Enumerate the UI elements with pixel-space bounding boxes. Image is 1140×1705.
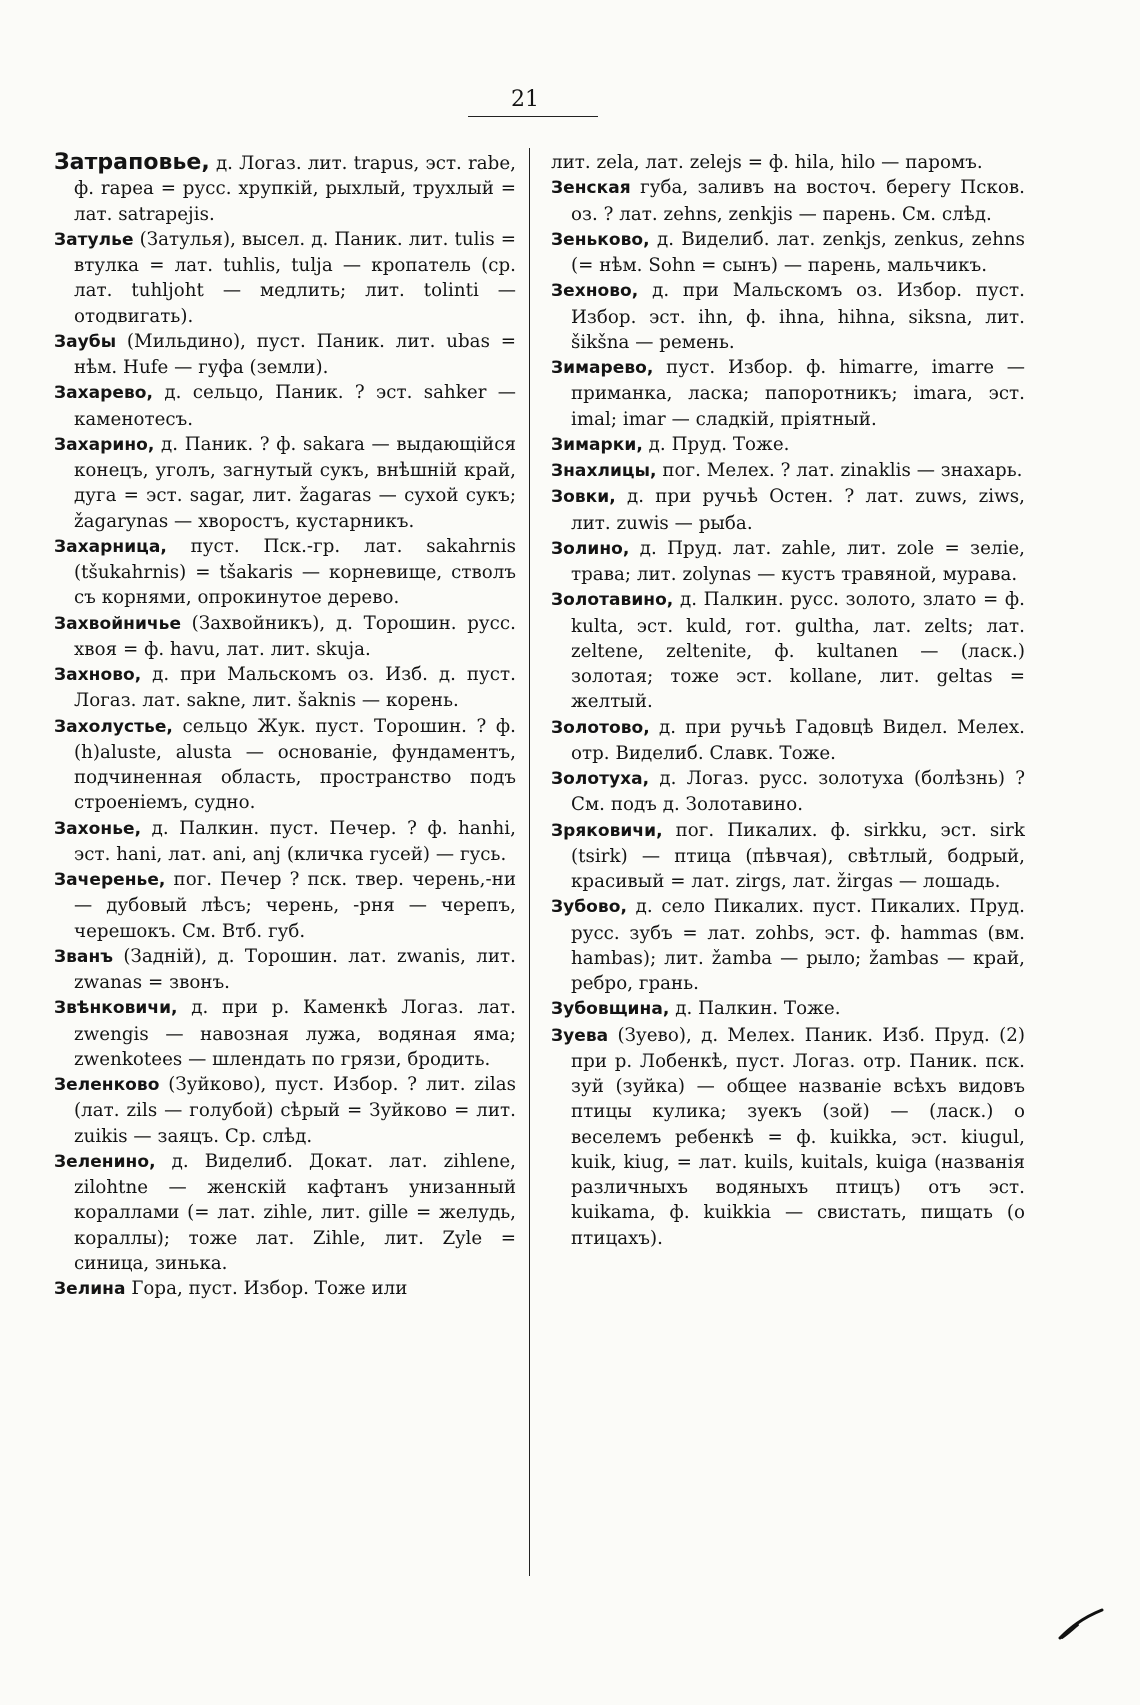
entry-text: (Зуево), д. Мелех. Паник. Изб. Пруд. (2) при р. Лобенкѣ, пуст. Логаз. отр. Паник. пск. зуй (зуйка) — общее названіе всѣхъ видовъ птицы кулика; зуекъ (зой) — (ласк.) о веселемъ ребенкѣ = ф. kuikka, эст. kiugul, kuik, kiug, = лат. kuils, kuitals, kuiga (названія различныхъ водяныхъ птицъ) отъ эст. kuikama, ф. kuikkia — свистать, пищать (о птицахъ). <box>571 1024 1025 1249</box>
dictionary-entry <box>551 227 1025 279</box>
entry-headword: Зехново, <box>551 281 639 302</box>
dictionary-entry <box>54 944 516 996</box>
dictionary-entry <box>54 611 516 663</box>
entry-headword: Зубовщина, <box>551 999 670 1020</box>
dictionary-entry <box>54 867 516 944</box>
right-column <box>551 150 1025 1251</box>
entry-headword: Золотуха, <box>551 769 650 789</box>
entry-headword: Знахлицы, <box>551 461 657 481</box>
dictionary-entry <box>551 818 1025 895</box>
entry-headword: Захонье, <box>54 818 142 839</box>
entry-headword: Зимарки, <box>551 434 643 455</box>
entry-text: лит. zela, лат. zelejs = ф. hila, hilo — паромъ. <box>551 152 983 173</box>
entry-headword: Затулье <box>54 229 134 250</box>
entry-text: (Зуйково), пуст. Избор. ? лит. zilas (лат. zils — голубой) сѣрый = Зуйково = лит. zuikis — заяцъ. Ср. слѣд. <box>74 1074 516 1147</box>
entry-headword: Заубы <box>54 331 117 352</box>
entry-headword: Захарница, <box>54 536 167 557</box>
entry-text: д. при ручьѣ Остен. ? лат. zuws, ziws, лит. zuwis — рыба. <box>571 486 1025 534</box>
dictionary-entry <box>54 1276 516 1302</box>
dictionary-entry <box>551 766 1025 818</box>
dictionary-entry <box>54 816 516 868</box>
entry-text: пуст. Пск.-гр. лат. sakahrnis (tšukahrnis) = tšakaris — корневище, стволъ съ корнями, опрокинутое дерево. <box>74 535 516 609</box>
entry-text: д. Палкин. русс. золото, злато = ф. kulta, эст. kuld, гот. gultha, лат. zelts; лат. zeltene, zeltenite, ф. kultanen — (ласк.) золотая; тоже эст. kollane, лит. geltas = желтый. <box>571 589 1025 713</box>
entry-text: пуст. Избор. ф. himarre, imarre — приманка, ласка; папоротникъ; imara, эст. imal; imar — сладкій, пріятный. <box>571 357 1025 430</box>
entry-headword: Зеньково, <box>551 229 650 250</box>
entry-headword: Золино, <box>551 538 630 559</box>
entry-headword: Зовки, <box>551 487 616 508</box>
column-divider <box>529 148 530 1576</box>
entry-text: губа, заливъ на восточ. берегу Псков. оз. ? лат. zehns, zenkjis — парень. См. слѣд. <box>571 177 1025 225</box>
pencil-mark-icon <box>1058 1608 1104 1640</box>
entry-headword: Зеленково <box>54 1075 160 1095</box>
dictionary-entry <box>54 227 516 329</box>
entry-headword: Зряковичи, <box>551 820 663 841</box>
dictionary-entry <box>551 996 1025 1022</box>
entry-headword: Захолустье, <box>54 716 173 737</box>
entry-headword: Зенская <box>551 178 631 199</box>
entry-text: д. Логаз. русс. золотуха (болѣзнь) ? См. подъ д. Золотавино. <box>571 768 1025 816</box>
entry-text: пог. Печер ? пск. твер. черень,-ни — дубовый лѣсъ; черень, -рня — черепъ, черешокъ. См. Втб. губ. <box>74 869 516 942</box>
entry-text: д. Паник. ? ф. sakara — выдающійся конецъ, уголъ, загнутый сукъ, внѣшній край, дуга = эст. sagar, лит. žagaras — сухой сукъ; žagarynas — хворостъ, кустарникъ. <box>74 433 516 532</box>
entry-headword: Затраповье, <box>54 150 210 175</box>
entry-headword: Звѣнковичи, <box>54 998 178 1019</box>
dictionary-entry <box>551 355 1025 432</box>
entry-text: (Задній), д. Торошин. лат. zwanis, лит. zwanas = звонъ. <box>74 945 516 993</box>
page-number: 21 <box>511 87 539 112</box>
entry-text: д. Логаз. лит. trapus, эст. rabe, ф. rapea = русс. хрупкій, рыхлый, трухлый = лат. satrapejis. <box>74 153 516 225</box>
dictionary-entry <box>551 894 1025 996</box>
entry-headword: Захвойничье <box>54 613 182 634</box>
entry-text: д. при р. Каменкѣ Логаз. лат. zwengis — навозная лужа, водяная яма; zwenkotees — шлендать по грязи, бродить. <box>74 997 516 1070</box>
entry-text: сельцо Жук. пуст. Торошин. ? ф. (h)aluste, alusta — основаніе, фундаментъ, подчиненная область, пространство подъ строеніемъ, судно. <box>74 715 516 814</box>
dictionary-entry <box>54 1149 516 1276</box>
entry-headword: Зимарево, <box>551 358 654 378</box>
dictionary-entry <box>54 380 516 432</box>
dictionary-entry <box>54 432 516 534</box>
entry-headword: Золотавино, <box>551 590 674 611</box>
entry-headword: Зелина <box>54 1279 126 1299</box>
entry-text: д. Палкин. пуст. Печер. ? ф. hanhi, эст. hani, лат. ani, anj (кличка гусей) — гусь. <box>74 817 516 865</box>
entry-text: д. Виделиб. Докат. лат. zihlene, zilohtne — женскій кафтанъ унизанный кораллами (= лат. zihle, лит. gille = желудь, кораллы); тоже лат. Zihle, лит. Zyle = синица, зинька. <box>74 1150 516 1274</box>
entry-headword: Захново, <box>54 665 142 685</box>
dictionary-entry <box>54 662 516 714</box>
dictionary-entry <box>551 175 1025 227</box>
entry-text: пог. Пикалих. ф. sirkku, эст. sirk (tsirk) — птица (пѣвчая), свѣтлый, бодрый, красивый = лат. zirgs, лат. žirgas — лошадь. <box>571 819 1025 892</box>
entry-text: д. село Пикалих. пуст. Пикалих. Пруд. русс. зубъ = лат. zohbs, эст. ф. hammas (вм. hambas); лит. žamba — рыло; žambas — край, ребро, грань. <box>571 896 1025 994</box>
dictionary-entry <box>551 458 1025 484</box>
entry-text: д. Палкин. Тоже. <box>669 998 841 1020</box>
entry-headword: Зубово, <box>551 897 627 918</box>
dictionary-entry <box>54 534 516 611</box>
entry-text: д. сельцо, Паник. ? эст. sahker — каменотесъ. <box>74 382 516 430</box>
dictionary-entry <box>54 1072 516 1149</box>
dictionary-entry <box>551 432 1025 458</box>
entry-headword: Зуева <box>551 1025 609 1046</box>
entry-text: д. при Мальскомъ оз. Изб. д. пуст. Логаз. лат. sakne, лит. šaknis — корень. <box>74 664 516 712</box>
entry-headword: Золотово, <box>551 717 650 738</box>
dictionary-entry <box>551 536 1025 588</box>
dictionary-entry <box>54 995 516 1072</box>
dictionary-entry <box>551 278 1025 355</box>
entry-text: (Мильдино), пуст. Паник. лит. ubas = нѣм. Hufe — гуфа (земли). <box>74 330 516 378</box>
entry-headword: Зеленино, <box>54 1151 156 1172</box>
entry-text: д. Виделиб. лат. zenkjs, zenkus, zehns (= нѣм. Sohn = сынъ) — парень, мальчикъ. <box>571 228 1025 276</box>
dictionary-entry <box>551 150 1025 175</box>
dictionary-entry <box>551 1023 1025 1251</box>
entry-text: д. Пруд. лат. zahle, лит. zole = зеліе, трава; лит. zolynas — кустъ травяной, мурава. <box>571 537 1025 585</box>
entry-text: пог. Мелех. ? лат. zinaklis — знахарь. <box>656 460 1023 481</box>
entry-headword: Захарино, <box>54 434 155 455</box>
dictionary-entry <box>54 329 516 381</box>
left-column <box>54 150 516 1302</box>
entry-text: (Захвойникъ), д. Торошин. русс. хвоя = ф. havu, лат. лит. skuja. <box>74 612 516 660</box>
entry-text: д. Пруд. Тоже. <box>642 433 790 455</box>
entry-text: Гора, пуст. Избор. Тоже или <box>125 1278 408 1299</box>
entry-headword: Званъ <box>54 946 114 967</box>
dictionary-entry <box>551 715 1025 767</box>
dictionary-entry <box>54 714 516 816</box>
entry-headword: Захарево, <box>54 383 154 404</box>
dictionary-entry <box>551 587 1025 714</box>
entry-headword: Зачеренье, <box>54 870 166 890</box>
entry-text: д. при Мальскомъ оз. Избор. пуст. Избор. эст. ihn, ф. ihna, hihna, siksna, лит. šikšna — ремень. <box>571 280 1025 353</box>
header-rule <box>468 116 598 117</box>
entry-text: (Затулья), высел. д. Паник. лит. tulis = втулка = лат. tuhlis, tulja — кропатель (ср. лат. tuhljoht — медлить; лит. tolinti — отодвигать). <box>74 228 516 327</box>
entry-text: д. при ручьѣ Гадовцѣ Видел. Мелех. отр. Виделиб. Славк. Тоже. <box>571 716 1025 764</box>
dictionary-entry <box>551 484 1025 536</box>
dictionary-entry <box>54 150 516 227</box>
